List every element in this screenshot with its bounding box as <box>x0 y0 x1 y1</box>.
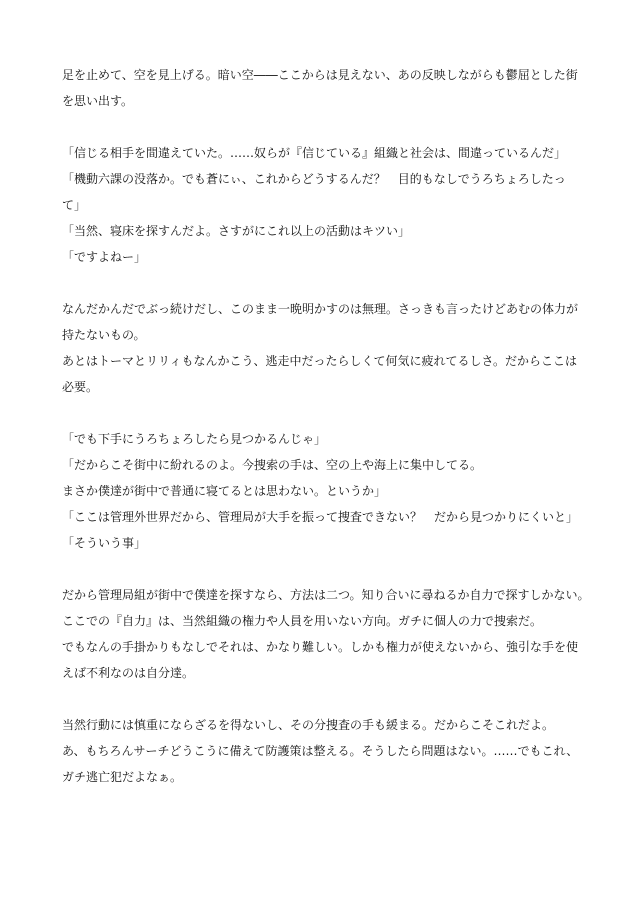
paragraph-gap <box>62 556 582 582</box>
dialogue-line: 「信じる相手を間違えていた。……奴らが『信じている』組織と社会は、間違っているんだ」 <box>62 146 567 160</box>
text-line: ガチ逃亡犯だよなぁ。 <box>62 770 183 784</box>
dialogue-line: 「当然、寝床を探すんだよ。さすがにこれ以上の活動はキツい」 <box>62 224 411 238</box>
dialogue-line: 「機動六課の没落か。でも蒼にぃ、これからどうするんだ？ 目的もなしでうろちょろしたっ <box>62 172 566 186</box>
dialogue-line: 「ここは管理外世界だから、管理局が大手を振って捜査できない？ だから見つかりにくいと」 <box>62 510 579 524</box>
text-line: 当然行動には慎重にならざるを得ないし、その分捜査の手も緩まる。だからこそこれだよ。 <box>62 718 555 732</box>
paragraph-3 <box>62 296 582 400</box>
paragraph-gap <box>62 270 582 296</box>
text-line: あとはトーマとリリィもなんかこう、逃走中だったらしくて何気に疲れてるしさ。だからここは <box>62 354 578 368</box>
text-line: を思い出す。 <box>62 94 134 108</box>
paragraph-4 <box>62 426 582 556</box>
paragraph-6 <box>62 712 582 790</box>
text-line: 持たないもの。 <box>62 328 146 342</box>
text-line: 足を止めて、空を見上げる。暗い空――ここからは見えない、あの反映しながらも鬱屈とした街 <box>62 68 578 82</box>
text-line: だから管理局組が街中で僕達を探すなら、方法は二つ。知り合いに尋ねるか自力で探すしかない。 <box>62 588 590 602</box>
dialogue-line: まさか僕達が街中で普通に寝てるとは思わない。というか」 <box>62 484 387 498</box>
dialogue-line: て」 <box>62 198 87 212</box>
text-line: ここでの『自力』は、当然組織の権力や人員を用いない方向。ガチに個人の力で捜索だ。 <box>62 614 543 628</box>
dialogue-line: 「ですよねー」 <box>62 250 147 264</box>
dialogue-line: 「でも下手にうろちょろしたら見つかるんじゃ」 <box>62 432 327 446</box>
text-line: 必要。 <box>62 380 99 394</box>
paragraph-gap <box>62 686 582 712</box>
text-line: でもなんの手掛かりもなしでそれは、かなり難しい。しかも権力が使えないから、強引な手を使 <box>62 640 579 654</box>
body-text <box>62 62 590 790</box>
dialogue-line: 「だからこそ街中に紛れるのよ。今捜索の手は、空の上や海上に集中してる。 <box>62 458 483 472</box>
paragraph-1 <box>62 62 582 114</box>
text-line: あ、もちろんサーチどうこうに備えて防護策は整える。そうしたら問題はない。……でもこれ、 <box>62 744 579 758</box>
text-line: えば不利なのは自分達。 <box>62 666 195 680</box>
dialogue-line: 「そういう事」 <box>62 536 147 550</box>
text-line: なんだかんだでぶっ続けだし、このまま一晩明かすのは無理。さっきも言ったけどあむの体力が <box>62 302 579 316</box>
paragraph-5 <box>62 582 590 686</box>
paragraph-2 <box>62 140 582 270</box>
paragraph-gap <box>62 114 582 140</box>
paragraph-gap <box>62 400 582 426</box>
